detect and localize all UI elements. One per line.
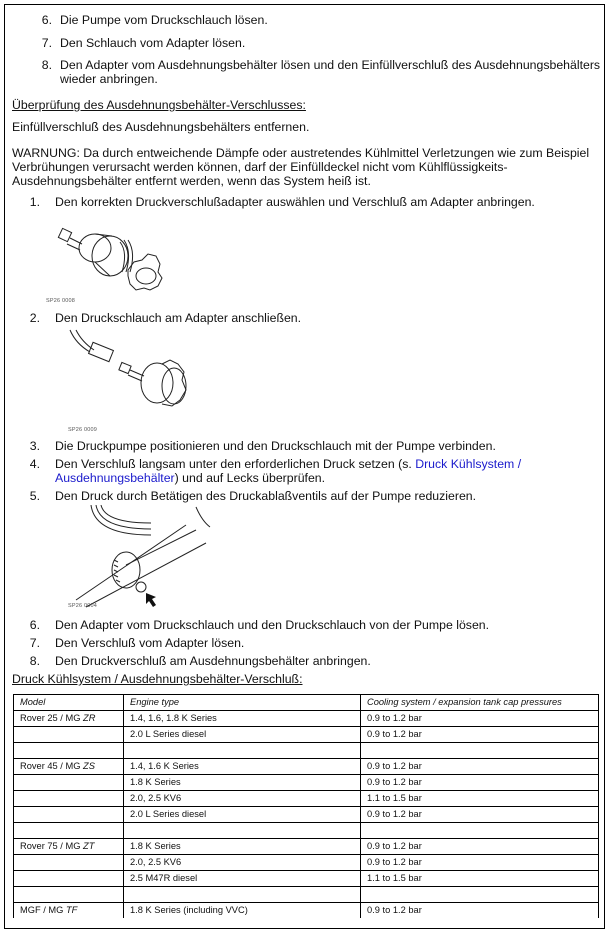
warning-line: WARNUNG: Da durch entweichende Dämpfe oder austretendes Kühlmittel Verletzungen wie zum Beispiel xyxy=(12,146,590,160)
pressure-cell: 0.9 to 1.2 bar xyxy=(361,759,599,775)
intro-text: Einfüllverschluß des Ausdehnungsbehälters entfernen. xyxy=(12,120,310,134)
step-number: 7. xyxy=(29,636,40,650)
column-header: Cooling system / expansion tank cap pressures xyxy=(361,695,599,711)
section-heading-check: Überprüfung des Ausdehnungsbehälter-Verschlusses: xyxy=(12,98,306,112)
pressure-spec-link[interactable]: Druck Kühlsystem / xyxy=(415,457,522,471)
step-text: Den Verschluß langsam unter den erforderlichen Druck setzen (s. xyxy=(55,457,416,471)
figure-caption: SP26 0008 xyxy=(46,298,76,304)
step-text: ) und auf Lecks überprüfen. xyxy=(174,471,326,485)
engine-cell: 2.0, 2.5 KV6 xyxy=(124,855,361,871)
column-header: Model xyxy=(14,695,124,711)
pressure-cell: 1.1 to 1.5 bar xyxy=(361,871,599,887)
arrow-icon xyxy=(146,593,156,607)
model-cell xyxy=(14,823,124,839)
step-text: Den Druckverschluß am Ausdehnungsbehälter anbringen. xyxy=(55,654,371,668)
model-cell xyxy=(14,855,124,871)
model-cell xyxy=(14,807,124,823)
table-header-row xyxy=(14,695,599,711)
warning-line: Ausdehnungsbehälter entfernt werden, wenn das System heiß ist. xyxy=(12,174,371,188)
model-cell xyxy=(14,743,124,759)
pressure-spec-link[interactable]: Ausdehnungsbehälter xyxy=(55,471,175,485)
pressure-table xyxy=(13,694,599,918)
step-text: wieder anbringen. xyxy=(60,72,158,86)
step-text: Den korrekten Druckverschlußadapter auswählen und Verschluß am Adapter anbringen. xyxy=(55,195,535,209)
step-number: 6. xyxy=(41,13,52,27)
step-number: 1. xyxy=(29,195,40,209)
step-number: 5. xyxy=(29,489,40,503)
table-row xyxy=(14,855,599,871)
figure-adapter-cap xyxy=(40,218,180,303)
pressure-cell: 0.9 to 1.2 bar xyxy=(361,839,599,855)
model-cell xyxy=(14,775,124,791)
pressure-cell: 1.1 to 1.5 bar xyxy=(361,791,599,807)
step-text: Die Pumpe vom Druckschlauch lösen. xyxy=(60,13,268,27)
pressure-cell: 0.9 to 1.2 bar xyxy=(361,855,599,871)
step-text: Den Schlauch vom Adapter lösen. xyxy=(60,36,246,50)
figure-pump-valve xyxy=(66,505,216,610)
engine-cell: 2.5 M47R diesel xyxy=(124,871,361,887)
step-text: Den Verschluß vom Adapter lösen. xyxy=(55,636,245,650)
pump-valve-illustration xyxy=(66,505,216,610)
engine-cell: 2.0 L Series diesel xyxy=(124,807,361,823)
table-row xyxy=(14,839,599,855)
adapter-cap-illustration xyxy=(40,218,180,303)
figure-hose-adapter xyxy=(62,328,212,423)
model-cell xyxy=(14,871,124,887)
engine-cell: 1.8 K Series xyxy=(124,839,361,855)
model-cell xyxy=(14,727,124,743)
step-number: 2. xyxy=(29,311,40,325)
step-number: 8. xyxy=(41,58,52,72)
table-row xyxy=(14,887,599,903)
figure-caption: SP26 0004 xyxy=(68,603,98,609)
step-text: Den Druckschlauch am Adapter anschließen. xyxy=(55,311,302,325)
engine-cell: 1.8 K Series xyxy=(124,775,361,791)
table-row xyxy=(14,871,599,887)
engine-cell: 2.0, 2.5 KV6 xyxy=(124,791,361,807)
pressure-cell: 0.9 to 1.2 bar xyxy=(361,727,599,743)
step-number: 4. xyxy=(29,457,40,471)
table-row xyxy=(14,711,599,727)
pressure-cell xyxy=(361,743,599,759)
table-row xyxy=(14,727,599,743)
table-row xyxy=(14,807,599,823)
model-cell xyxy=(14,791,124,807)
engine-cell: 1.4, 1.6 K Series xyxy=(124,759,361,775)
table-row xyxy=(14,743,599,759)
step-number: 6. xyxy=(29,618,40,632)
pressure-cell xyxy=(361,887,599,903)
step-number: 3. xyxy=(29,439,40,453)
model-cell: MGF / MG TF xyxy=(14,903,124,919)
model-cell: Rover 75 / MG ZT xyxy=(14,839,124,855)
engine-cell xyxy=(124,743,361,759)
warning-line: Verbrühungen verursacht werden können, darf der Einfülldeckel nicht vom Kühlflüssigkeits- xyxy=(12,160,508,174)
model-cell xyxy=(14,887,124,903)
table-row xyxy=(14,791,599,807)
engine-cell xyxy=(124,887,361,903)
step-text: Den Adapter vom Druckschlauch und den Druckschlauch von der Pumpe lösen. xyxy=(55,618,490,632)
column-header: Engine type xyxy=(124,695,361,711)
engine-cell: 1.8 K Series (including VVC) xyxy=(124,903,361,919)
pressure-cell xyxy=(361,823,599,839)
table-row xyxy=(14,775,599,791)
step-text: Den Adapter vom Ausdehnungsbehälter lösen und den Einfüllverschluß des Ausdehnungsbehälters xyxy=(60,58,601,72)
pressure-cell: 0.9 to 1.2 bar xyxy=(361,807,599,823)
pressure-cell: 0.9 to 1.2 bar xyxy=(361,711,599,727)
step-number: 7. xyxy=(41,36,52,50)
engine-cell xyxy=(124,823,361,839)
pressure-cell: 0.9 to 1.2 bar xyxy=(361,903,599,919)
table-row xyxy=(14,823,599,839)
figure-caption: SP26 0009 xyxy=(68,427,98,433)
hose-adapter-illustration xyxy=(62,328,212,423)
pressure-cell: 0.9 to 1.2 bar xyxy=(361,775,599,791)
model-cell: Rover 45 / MG ZS xyxy=(14,759,124,775)
step-text: Die Druckpumpe positionieren und den Druckschlauch mit der Pumpe verbinden. xyxy=(55,439,496,453)
engine-cell: 2.0 L Series diesel xyxy=(124,727,361,743)
step-text: Den Druck durch Betätigen des Druckablaßventils auf der Pumpe reduzieren. xyxy=(55,489,477,503)
step-number: 8. xyxy=(29,654,40,668)
table-row xyxy=(14,759,599,775)
engine-cell: 1.4, 1.6, 1.8 K Series xyxy=(124,711,361,727)
section-heading-pressure: Druck Kühlsystem / Ausdehnungsbehälter-Verschluß: xyxy=(12,672,303,686)
table-row xyxy=(14,903,599,919)
model-cell: Rover 25 / MG ZR xyxy=(14,711,124,727)
